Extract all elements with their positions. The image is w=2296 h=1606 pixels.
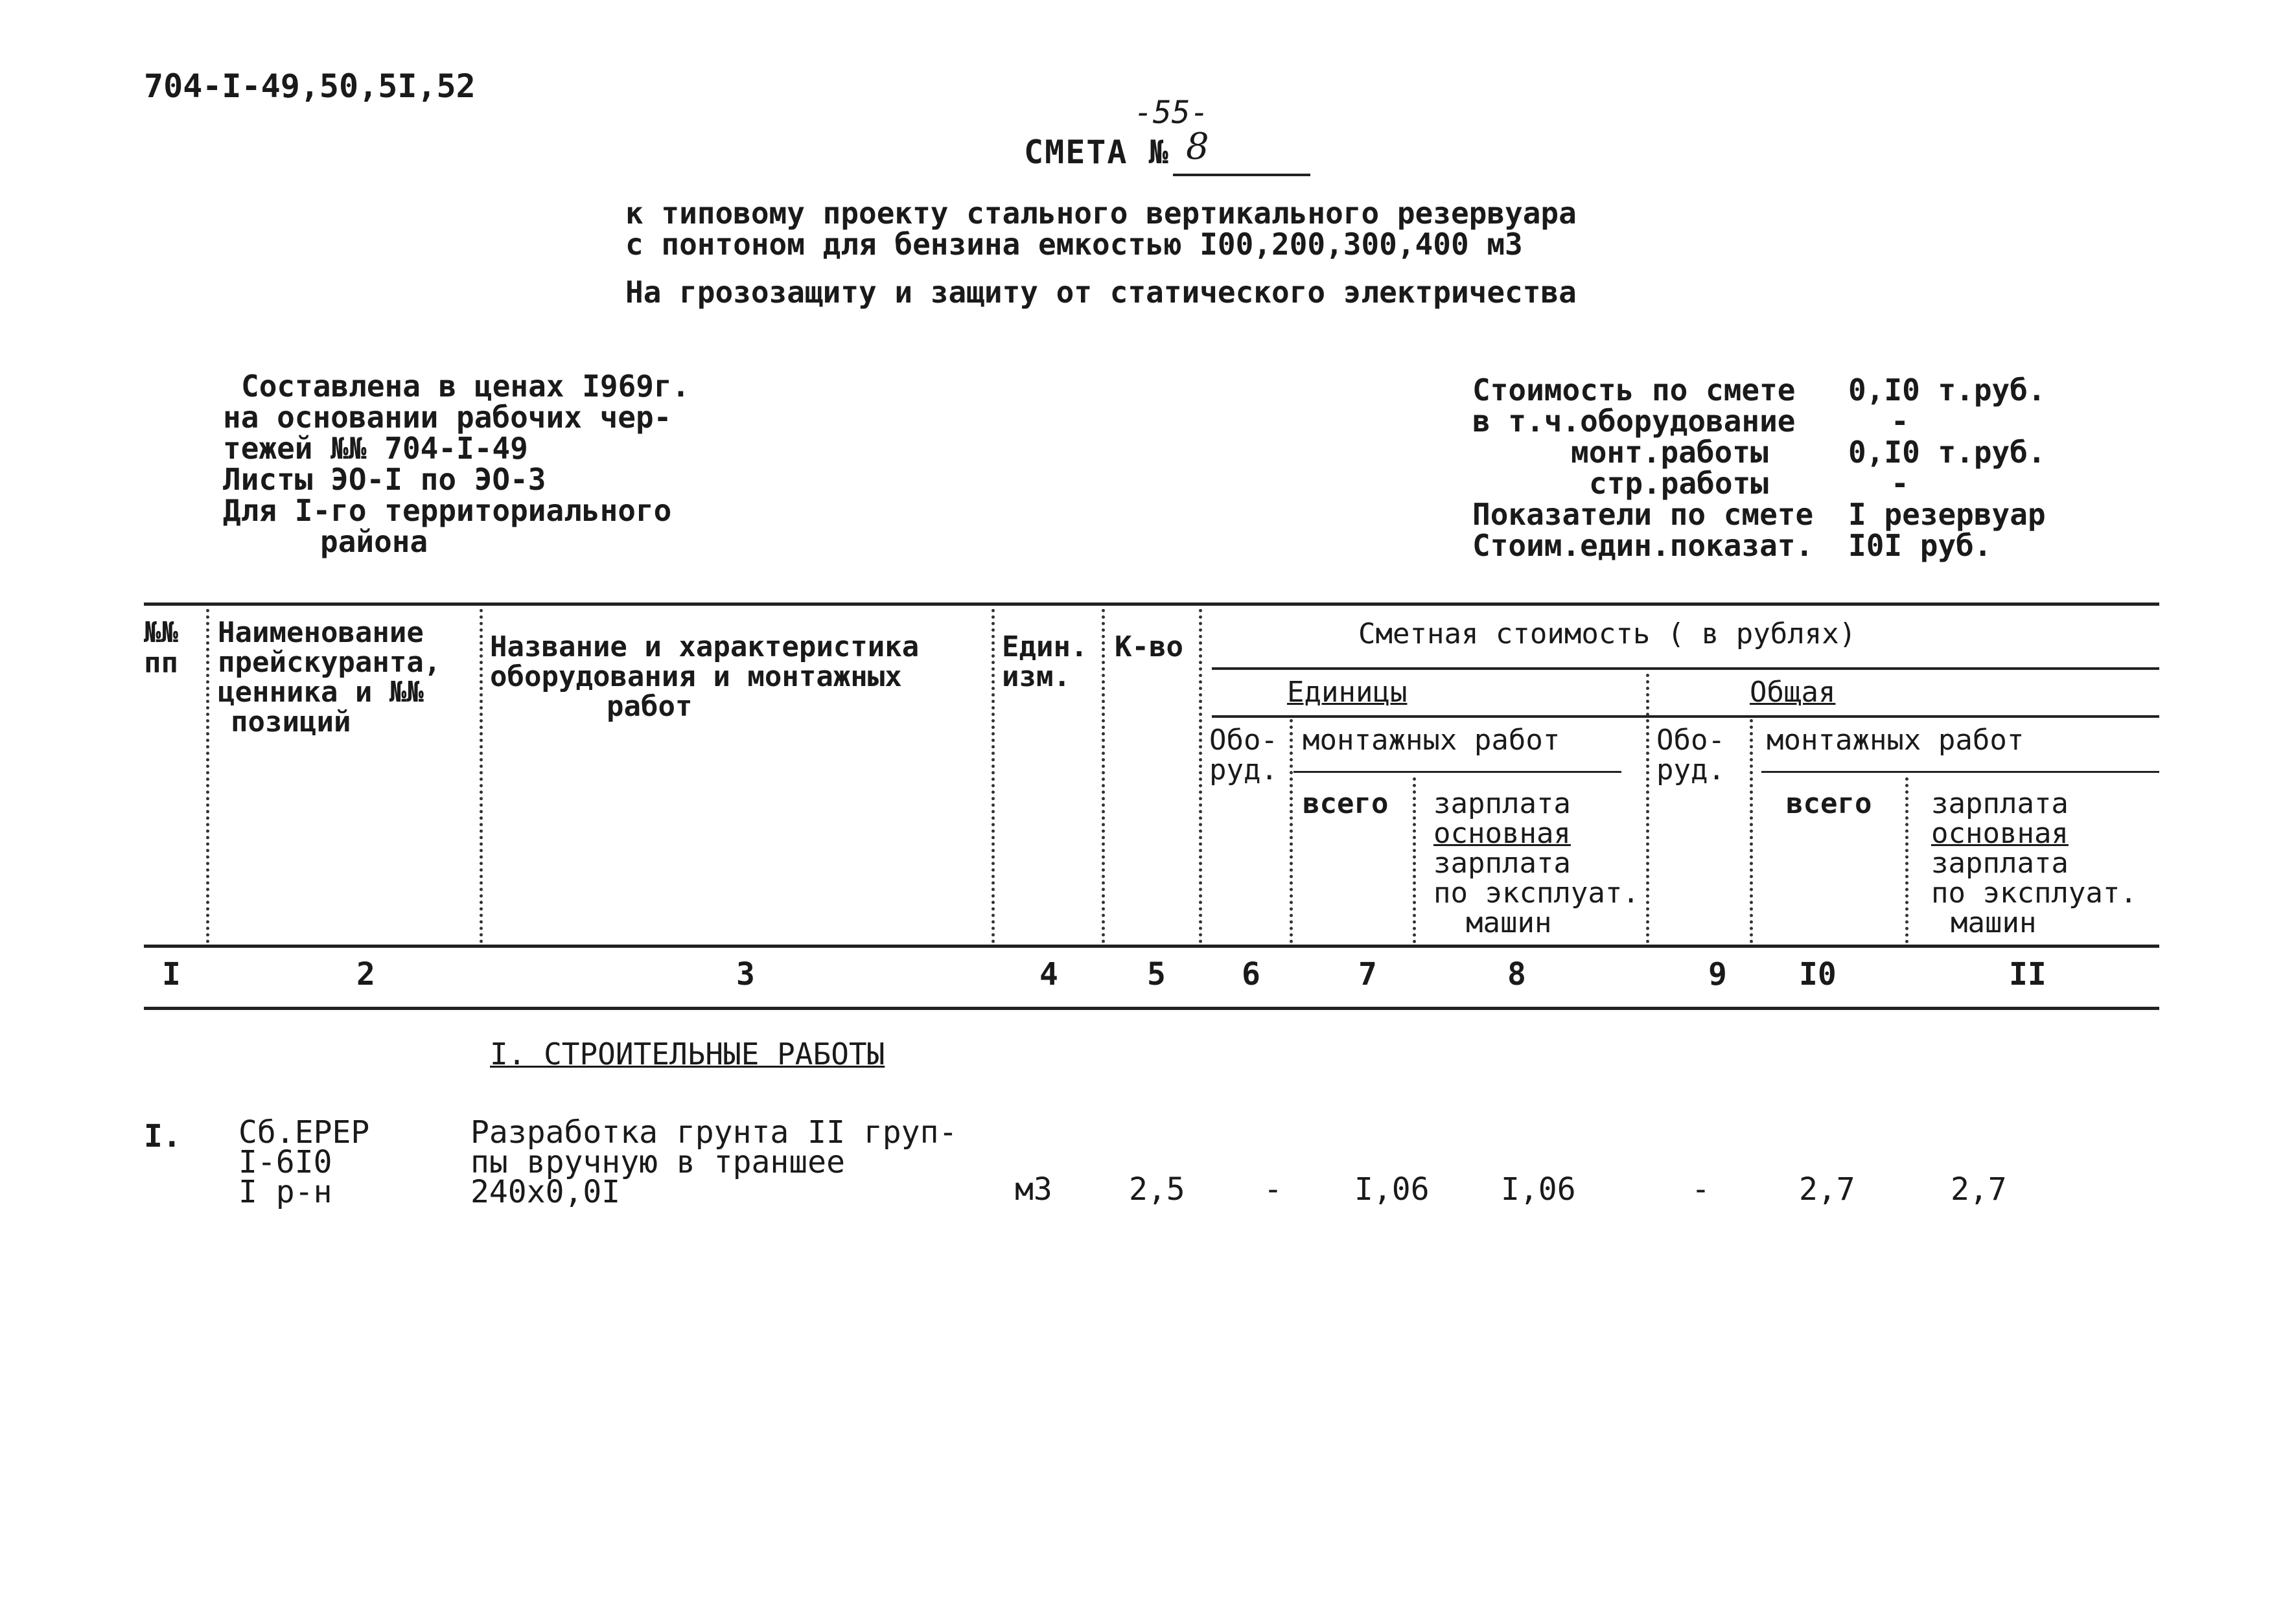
header-total-group: Общая [1750,676,1836,709]
indicators-label: Показатели по смете [1472,497,1814,532]
total-install-rule [1761,771,2159,773]
header-col-2-line-1: Наименование [218,616,424,649]
unit-total-rule [1212,715,2159,718]
smeta-number: 8 [1186,126,1209,168]
column-number-10: I0 [1799,956,1837,992]
header-unit-install: монтажных работ [1303,724,1560,757]
row-1-install-total: 2,7 [1799,1171,1855,1208]
header-col-2-line-4: позиций [231,705,351,739]
header-col-3-line-3: работ [607,690,693,723]
document-code: 704-I-49,50,5I,52 [144,67,476,105]
indicators-value: I резервуар [1848,497,2046,532]
header-total-wage-line-2: основная [1931,817,2069,850]
subtitle-line-1: к типовому проекту стального вертикального резервуара [625,196,1577,231]
col-sep-9 [1750,719,1753,943]
row-1-code-line-3: I р-н [238,1174,332,1210]
column-number-2: 2 [356,956,375,992]
header-unit-equip-line-2: руд. [1209,753,1278,786]
subtitle-line-3: На грозозащиту и защиту от статического электричества [625,275,1577,310]
col-sep-10 [1905,777,1908,943]
col-sep-8 [1646,674,1649,943]
header-col-3-line-1: Название и характеристика [490,630,920,663]
install-works-label: монт.работы [1571,435,1768,470]
info-left-line-3: тежей №№ 704-I-49 [223,431,528,466]
unit-cost-label: Стоим.един.показат. [1472,528,1814,563]
col-sep-4 [1102,609,1105,943]
column-number-7: 7 [1358,956,1377,992]
construction-works-value: - [1891,466,1909,501]
header-col-4-line-2: изм. [1002,660,1071,693]
incl-equipment-label: в т.ч.оборудование [1472,404,1796,439]
header-total-equip-line-1: Обо- [1656,724,1725,757]
info-left-line-5: Для I-го территориального [223,493,672,528]
col-sep-1 [206,609,209,943]
column-number-11: II [2009,956,2047,992]
col-sep-3 [991,609,995,943]
col-sep-2 [480,609,483,943]
header-total-wage-line-4: по эксплуат. [1931,877,2137,910]
row-1-wage-total: 2,7 [1951,1171,2007,1208]
info-left-line-2: на основании рабочих чер- [223,400,672,435]
row-1-name-line-3: 240х0,0I [470,1174,621,1210]
column-numbers-rule [144,1007,2159,1010]
info-left-line-4: Листы ЭО-I по ЭО-3 [223,462,546,497]
column-number-1: I [162,956,181,992]
header-total-wage-line-3: зарплата [1931,847,2069,880]
column-number-3: 3 [736,956,755,992]
row-1-equip-total: - [1691,1171,1710,1208]
header-col-3-line-2: оборудования и монтажных [490,660,902,693]
construction-works-label: стр.работы [1589,466,1768,501]
row-1-name-line-1: Разработка грунта II груп- [470,1114,958,1151]
header-unit-wage-line-3: зарплата [1433,847,1571,880]
subtitle-line-2: с понтоном для бензина емкостью I00,200,300,400 м3 [625,227,1523,262]
info-left-line-1: Составлена в ценах I969г. [241,369,690,404]
column-number-5: 5 [1147,956,1166,992]
row-1-wage-unit: I,06 [1501,1171,1576,1208]
cost-value: 0,I0 т.руб. [1848,373,2046,407]
header-cost-group: Сметная стоимость ( в рублях) [1358,617,1857,650]
header-col-1: №№ пп [144,616,178,680]
header-col-2-line-3: ценника и №№ [218,676,424,709]
column-number-9: 9 [1708,956,1727,992]
header-total-install: монтажных работ [1767,724,2024,757]
row-1-number: I. [144,1118,181,1154]
unit-cost-value: I0I руб. [1848,528,1992,563]
smeta-number-underline [1173,174,1310,176]
incl-equipment-value: - [1891,404,1909,439]
row-1-install-unit: I,06 [1354,1171,1430,1208]
header-unit-group: Единицы [1287,676,1408,709]
header-total-wage-line-1: зарплата [1931,787,2069,820]
header-unit-wage-line-5: машин [1466,906,1552,939]
header-col-2-line-2: прейскуранта, [218,646,441,679]
header-total-total: всего [1786,787,1872,820]
header-total-equip-line-2: руд. [1656,753,1725,786]
install-works-value: 0,I0 т.руб. [1848,435,2046,470]
column-number-6: 6 [1242,956,1260,992]
row-1-unit: м3 [1015,1171,1052,1208]
header-col-4-line-1: Един. [1002,630,1088,663]
header-total-wage-line-5: машин [1951,906,2037,939]
row-1-equip-unit: - [1264,1171,1282,1208]
info-left-line-6: района [320,524,428,559]
column-number-8: 8 [1507,956,1526,992]
row-1-code-line-2: I-6I0 [238,1144,332,1180]
col-sep-5 [1199,609,1202,943]
header-unit-wage-line-4: по эксплуат. [1433,877,1640,910]
header-col-5: К-во [1115,630,1183,663]
cost-group-rule [1212,667,2159,670]
unit-install-rule [1293,771,1621,773]
section-title: I. СТРОИТЕЛЬНЫЕ РАБОТЫ [490,1037,885,1072]
column-number-4: 4 [1039,956,1058,992]
cost-label: Стоимость по смете [1472,373,1796,407]
header-bottom-rule [144,945,2159,948]
col-sep-6 [1290,719,1293,943]
header-unit-total: всего [1303,787,1389,820]
header-unit-wage-line-1: зарплата [1433,787,1571,820]
row-1-name-line-2: пы вручную в траншее [470,1144,845,1180]
col-sep-7 [1413,777,1416,943]
header-unit-wage-line-2: основная [1433,817,1571,850]
table-top-rule [144,602,2159,606]
header-unit-equip-line-1: Обо- [1209,724,1278,757]
page-number: -55- [1134,95,1209,131]
row-1-quantity: 2,5 [1129,1171,1185,1208]
row-1-code-line-1: Сб.ЕРЕР [238,1114,370,1151]
smeta-title: СМЕТА № [1024,133,1170,171]
